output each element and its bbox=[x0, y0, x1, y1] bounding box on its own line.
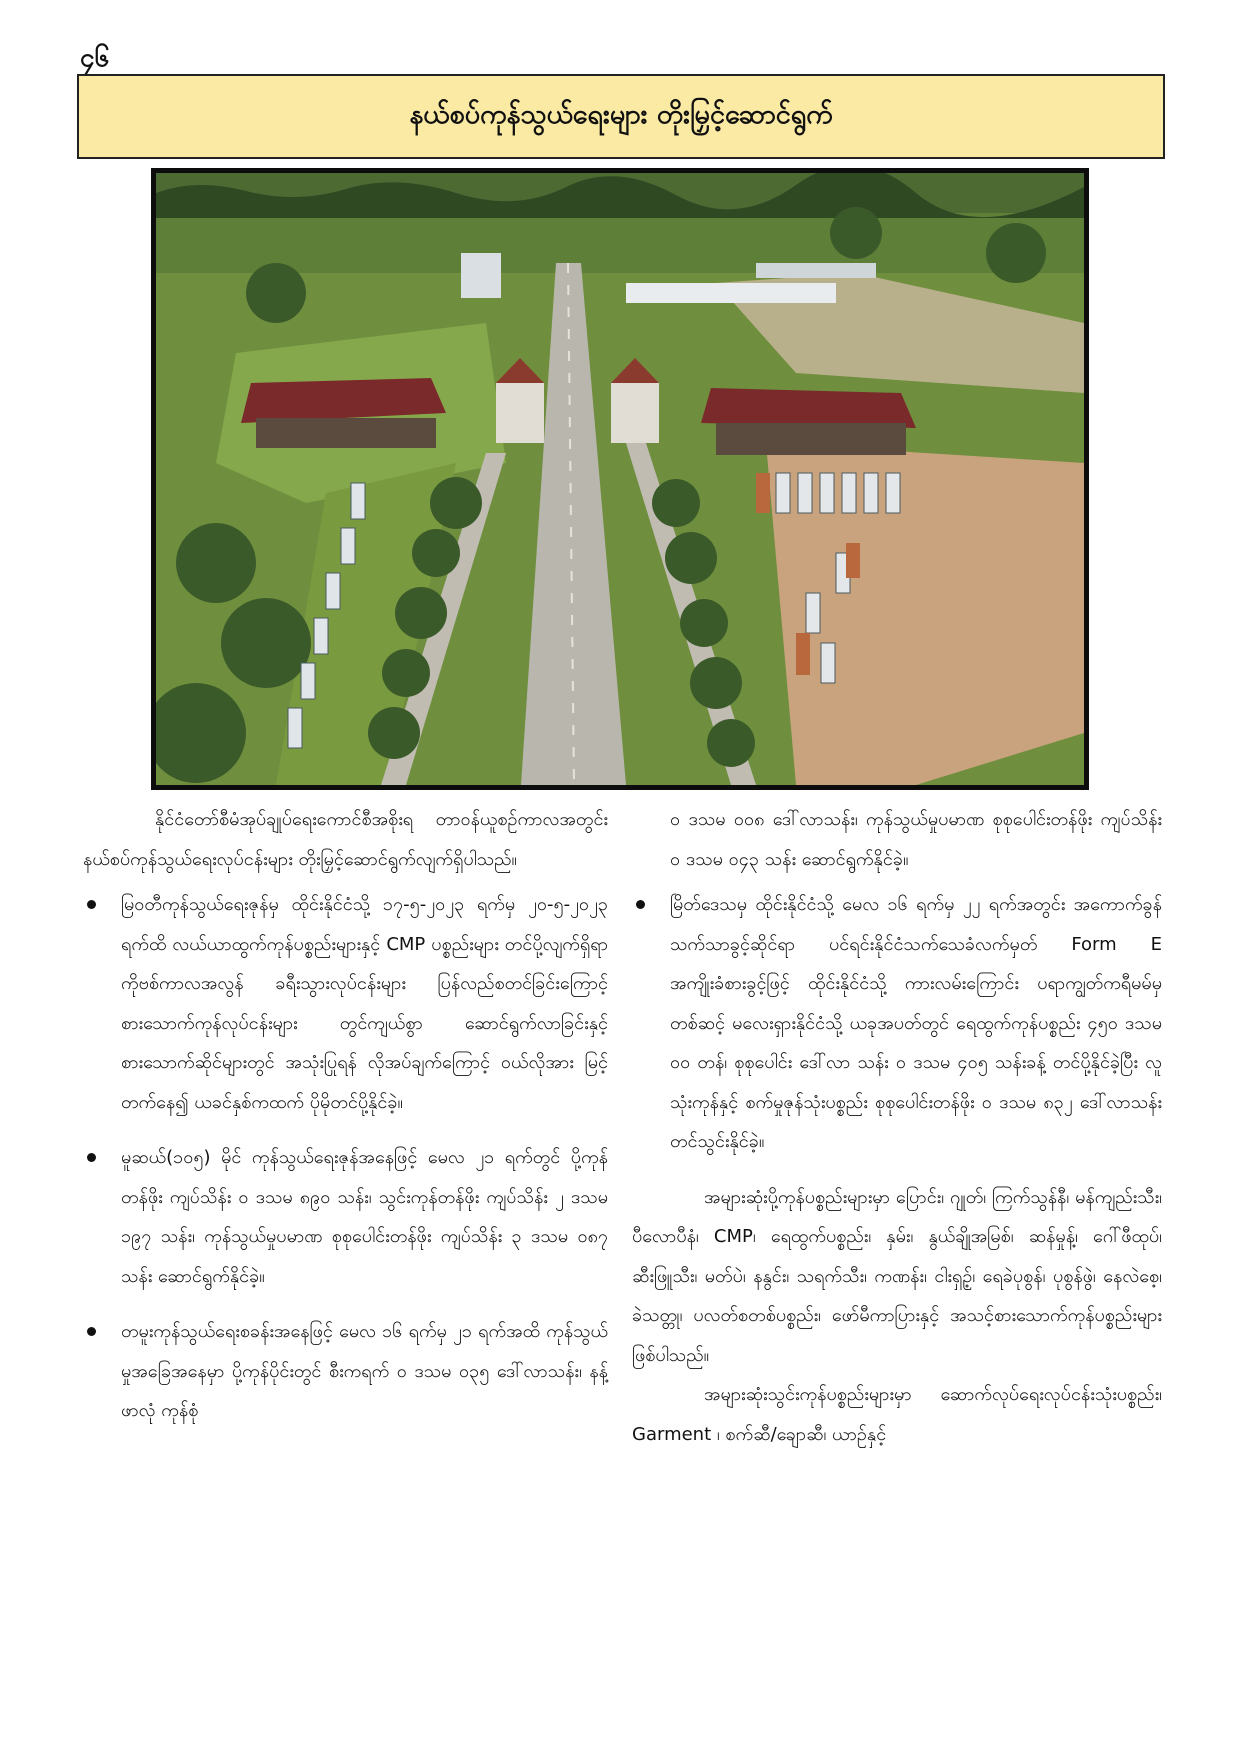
bullet-myawaddy: မြဝတီကုန်သွယ်ရေးဇုန်မှ ထိုင်းနိုင်ငံသို့ ၁၇-၅-၂၀၂၃ ရက်မှ ၂၀-၅-၂၀၂၃ ရက်ထိ လယ်ယာထွက်ကုန်ပစ္စည်းများနှင့် CMP ပစ္စည်းများ တင်ပို့လျက်ရှိရာ ကိုဗစ်ကာလအလွန် ခရီးသွားလုပ်ငန်းများ ပြန်လည်စတင်ခြင်းကြောင့် စားသောက်ကုန်လုပ်ငန်းများ တွင်ကျယ်စွာ ဆောင်ရွက်လာခြင်းနှင့် စားသောက်ဆိုင်များတွင် အသုံးပြုရန် လိုအပ်ချက်ကြောင့် ဝယ်လိုအား မြင့်တက်နေ၍ ယခင်နှစ်ကထက် ပိုမိုတင်ပို့နိုင်ခဲ့။ bbox=[83, 885, 608, 1122]
bullet-tamu: တမူးကုန်သွယ်ရေးစခန်းအနေဖြင့် မေလ ၁၆ ရက်မှ ၂၁ ရက်အထိ ကုန်သွယ်မှုအခြေအနေမှာ ပို့ကုန်ပိုင်းတွင် စီးကရက် ၀ ဒသမ ၀၃၅ ဒေါ်လာသန်း၊ နန့်ဖာလုံ ကုန်စုံ bbox=[83, 1312, 608, 1431]
bullet-muse: မူဆယ်(၁၀၅) မိုင် ကုန်သွယ်ရေးဇုန်အနေဖြင့် မေလ ၂၁ ရက်တွင် ပို့ကုန်တန်ဖိုး ကျပ်သိန်း ၀ ဒသမ ၈၉၀ သန်း၊ သွင်းကုန်တန်ဖိုး ကျပ်သိန်း ၂ ဒသမ ၁၉၇ သန်း၊ ကုန်သွယ်မှုပမာဏ စုစုပေါင်းတန်ဖိုး ကျပ်သိန်း ၃ ဒသမ ၀၈၇ သန်း ဆောင်ရွက်နိုင်ခဲ့။ bbox=[83, 1138, 608, 1296]
exports-paragraph: အများဆုံးပို့ကုန်ပစ္စည်းများမှာ ပြောင်း၊ ဂျုတ်၊ ကြက်သွန်နီ၊ မန်ကျည်းသီး၊ ပီလောပီနံ၊ CMP၊ ရေထွက်ပစ္စည်း၊ နှမ်း၊ နွယ်ချိုအမြစ်၊ ဆန်မှုန့်၊ ဂေါ်ဖီထုပ်၊ ဆီးဖြူသီး၊ မတ်ပဲ၊ နနွင်း၊ သရက်သီး၊ ကဏန်း၊ ငါးရှဉ့်၊ ရေခဲပုစွန်၊ ပုစွန်ဖွဲ၊ နေလဲစေ့၊ ခဲသတ္တု၊ ပလတ်စတစ်ပစ္စည်း၊ ဖော်မီကာပြားနှင့် အသင့်စားသောက်ကုန်ပစ္စည်းများဖြစ်ပါသည်။ bbox=[632, 1186, 1162, 1366]
page-number: ၄၆ bbox=[80, 43, 110, 73]
bullet-myeik: မြိတ်ဒေသမှ ထိုင်းနိုင်ငံသို့ မေလ ၁၆ ရက်မှ ၂၂ ရက်အတွင်း အကောက်ခွန် သက်သာခွင့်ဆိုင်ရာ ပင်ရင်းနိုင်ငံသက်သေခံလက်မှတ် Form E အကျိုးခံစားခွင့်ဖြင့် ထိုင်းနိုင်ငံသို့ ကားလမ်းကြောင်း ပရာကျွတ်ကရီမမ်မှတစ်ဆင့် မလေးရှားနိုင်ငံသို့ ယခုအပတ်တွင် ရေထွက်ကုန်ပစ္စည်း ၄၅၀ ဒသမ ၀၀ တန်၊ စုစုပေါင်း ဒေါ်လာ သန်း ၀ ဒသမ ၄၀၅ သန်းခန့် တင်ပို့နိုင်ခဲ့ပြီး လူသုံးကုန်နှင့် စက်မှုဇုန်သုံးပစ္စည်း စုစုပေါင်းတန်ဖိုး ၀ ဒသမ ၈၃၂ ဒေါ်လာသန်း တင်သွင်းနိုင်ခဲ့။ bbox=[632, 885, 1162, 1162]
aerial-photo bbox=[151, 168, 1089, 790]
article-title: နယ်စပ်ကုန်သွယ်ရေးများ တိုးမြှင့်ဆောင်ရွက် bbox=[409, 98, 833, 130]
left-bullet-list bbox=[83, 885, 608, 1431]
right-bullet-list bbox=[632, 885, 1162, 1162]
right-column bbox=[632, 800, 1162, 1454]
left-column bbox=[83, 800, 608, 1447]
aerial-photo-illustration bbox=[156, 173, 1084, 785]
imports-paragraph: အများဆုံးသွင်းကုန်ပစ္စည်းများမှာ ဆောက်လုပ်ရေးလုပ်ငန်းသုံးပစ္စည်း၊ Garment ၊ စက်ဆီ/ချောဆီ၊ ယာဉ်နှင့် bbox=[632, 1384, 1162, 1445]
intro-paragraph: နိုင်ငံတော်စီမံအုပ်ချုပ်ရေးကောင်စီအစိုးရ တာဝန်ယူစဉ်ကာလအတွင်း နယ်စပ်ကုန်သွယ်ရေးလုပ်ငန်းများ တိုးမြှင့်ဆောင်ရွက်လျက်ရှိပါသည်။ bbox=[83, 809, 608, 870]
tamu-continuation: ၀ ဒသမ ၀၀၈ ဒေါ်လာသန်း၊ ကုန်သွယ်မှုပမာဏ စုစုပေါင်းတန်ဖိုး ကျပ်သိန်း ၀ ဒသမ ၀၄၃ သန်း ဆောင်ရွက်နိုင်ခဲ့။ bbox=[670, 809, 1162, 870]
title-banner bbox=[77, 74, 1165, 159]
